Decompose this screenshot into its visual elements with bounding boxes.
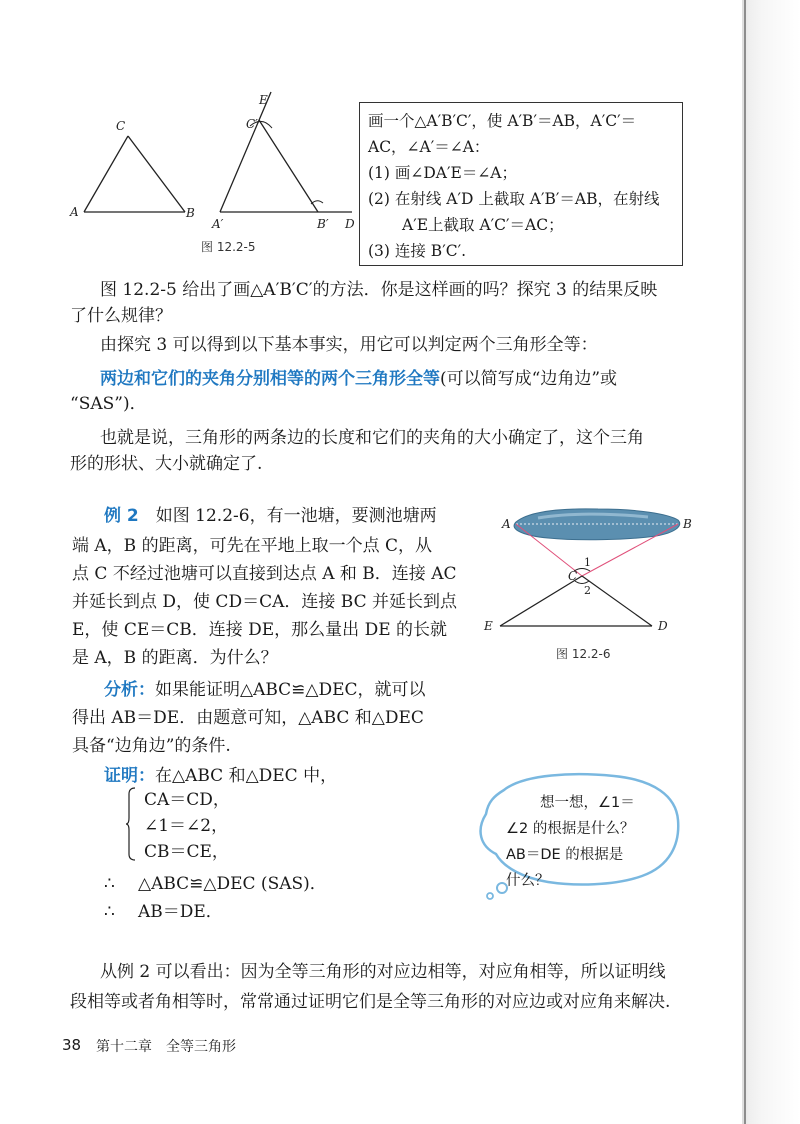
proof-conclusion-2: AB＝DE． <box>138 902 223 922</box>
bubble-line: ∠2 的根据是什么？ <box>506 821 635 837</box>
proof-conclusion-1: △ABC≌△DEC (SAS)． <box>138 874 327 894</box>
proof-condition-2: ∠1＝∠2， <box>144 816 229 836</box>
label-A: A <box>502 517 511 531</box>
analysis-label: 分析： <box>104 680 155 700</box>
instruction-step-3: (3) 连接 B′C′. <box>368 242 467 260</box>
example-line: 端 A，B 的距离，可先在平地上取一个点 C，从 <box>72 536 432 556</box>
label-A-prime: A′ <box>212 217 224 231</box>
label-A: A <box>70 205 79 219</box>
analysis-line: 具备“边角边”的条件. <box>72 736 231 756</box>
figure-12-2-5 <box>60 90 360 260</box>
paragraph-line: 形的形状、大小就确定了. <box>70 454 263 474</box>
page-number: 38 <box>62 1036 82 1054</box>
theorem-abbreviation: (可以简写成“边角边”或 <box>440 369 618 389</box>
bubble-line: AB＝DE 的根据是 <box>506 847 624 863</box>
label-E: E <box>259 93 268 107</box>
summary-line: 从例 2 可以看出：因为全等三角形的对应边相等，对应角相等，所以证明线 <box>100 962 666 982</box>
label-D: D <box>658 619 668 633</box>
example-line: 是 A，B 的距离．为什么？ <box>72 648 278 668</box>
label-E: E <box>484 619 493 633</box>
page-edge-line <box>744 0 746 1124</box>
example-line: 并延长到点 D，使 CD＝CA．连接 BC 并延长到点 <box>72 592 457 612</box>
construction-figure <box>220 92 352 212</box>
instruction-line: A′E上截取 A′C′＝AC； <box>402 216 564 234</box>
chapter-title: 第十二章 全等三角形 <box>96 1039 236 1055</box>
analysis-line-1: 分析：如果能证明△ABC≌△DEC，就可以 <box>104 680 426 700</box>
example-line: E，使 CE＝CB．连接 DE，那么量出 DE 的长就 <box>72 620 448 640</box>
paragraph-line: 也就是说，三角形的两条边的长度和它们的夹角的大小确定了，这个三角 <box>100 428 644 448</box>
figure-caption-12-2-6: 图 12.2-6 <box>556 647 611 661</box>
instruction-step-1: (1) 画∠DA′E＝∠A； <box>368 164 518 182</box>
figure-caption-12-2-5: 图 12.2-5 <box>201 240 256 254</box>
label-C: C <box>116 119 126 133</box>
paragraph-line: 图 12.2-5 给出了画△A′B′C′的方法．你是这样画的吗？探究 3 的结果反映 <box>100 280 658 300</box>
brace-symbol <box>126 786 136 862</box>
construction-instructions-box <box>359 102 683 266</box>
summary-line: 段相等或者角相等时，常常通过证明它们是全等三角形的对应边或对应角来解决. <box>70 992 671 1012</box>
analysis-line: 得出 AB＝DE．由题意可知，△ABC 和△DEC <box>72 708 424 728</box>
bubble-line: 什么？ <box>506 873 550 889</box>
example-line-1: 例 2 如图 12.2-6，有一池塘，要测池塘两 <box>104 506 437 526</box>
label-B-prime: B′ <box>317 217 329 231</box>
theorem-line <box>100 369 617 389</box>
figure-12-2-6 <box>478 500 710 640</box>
label-C: C <box>568 569 578 583</box>
paragraph-line: 了什么规律？ <box>70 306 172 326</box>
label-C-prime: C′ <box>246 117 258 131</box>
proof-condition-3: CB＝CE， <box>144 842 229 862</box>
theorem-statement: 两边和它们的夹角分别相等的两个三角形全等 <box>100 369 440 389</box>
triangle-abc <box>84 136 185 212</box>
page-edge <box>742 0 800 1124</box>
bubble-question <box>506 790 635 894</box>
proof-label: 证明： <box>104 766 155 786</box>
instruction-line: AC，∠A′＝∠A： <box>368 138 490 156</box>
instruction-step-2: (2) 在射线 A′D 上截取 A′B′＝AB，在射线 <box>368 190 660 208</box>
angle-1-label: 1 <box>584 556 591 569</box>
theorem-line-2: “SAS”)． <box>70 394 147 414</box>
label-D: D <box>345 217 355 231</box>
instruction-line: 画一个△A′B′C′，使 A′B′＝AB，A′C′＝ <box>368 112 637 130</box>
therefore-symbol: ∴ <box>104 902 115 922</box>
example-label: 例 2 <box>104 506 139 526</box>
label-B: B <box>683 517 692 531</box>
label-B: B <box>186 206 195 220</box>
angle-2-label: 2 <box>584 584 591 597</box>
example-line: 点 C 不经过池塘可以直接到达点 A 和 B．连接 AC <box>72 564 457 584</box>
bubble-line: 想一想，∠1＝ <box>540 795 635 811</box>
proof-intro: 证明：在△ABC 和△DEC 中， <box>104 766 338 786</box>
therefore-symbol: ∴ <box>104 874 115 894</box>
paragraph-line: 由探究 3 可以得到以下基本事实，用它可以判定两个三角形全等： <box>100 335 598 355</box>
proof-condition-1: CA＝CD， <box>144 790 230 810</box>
